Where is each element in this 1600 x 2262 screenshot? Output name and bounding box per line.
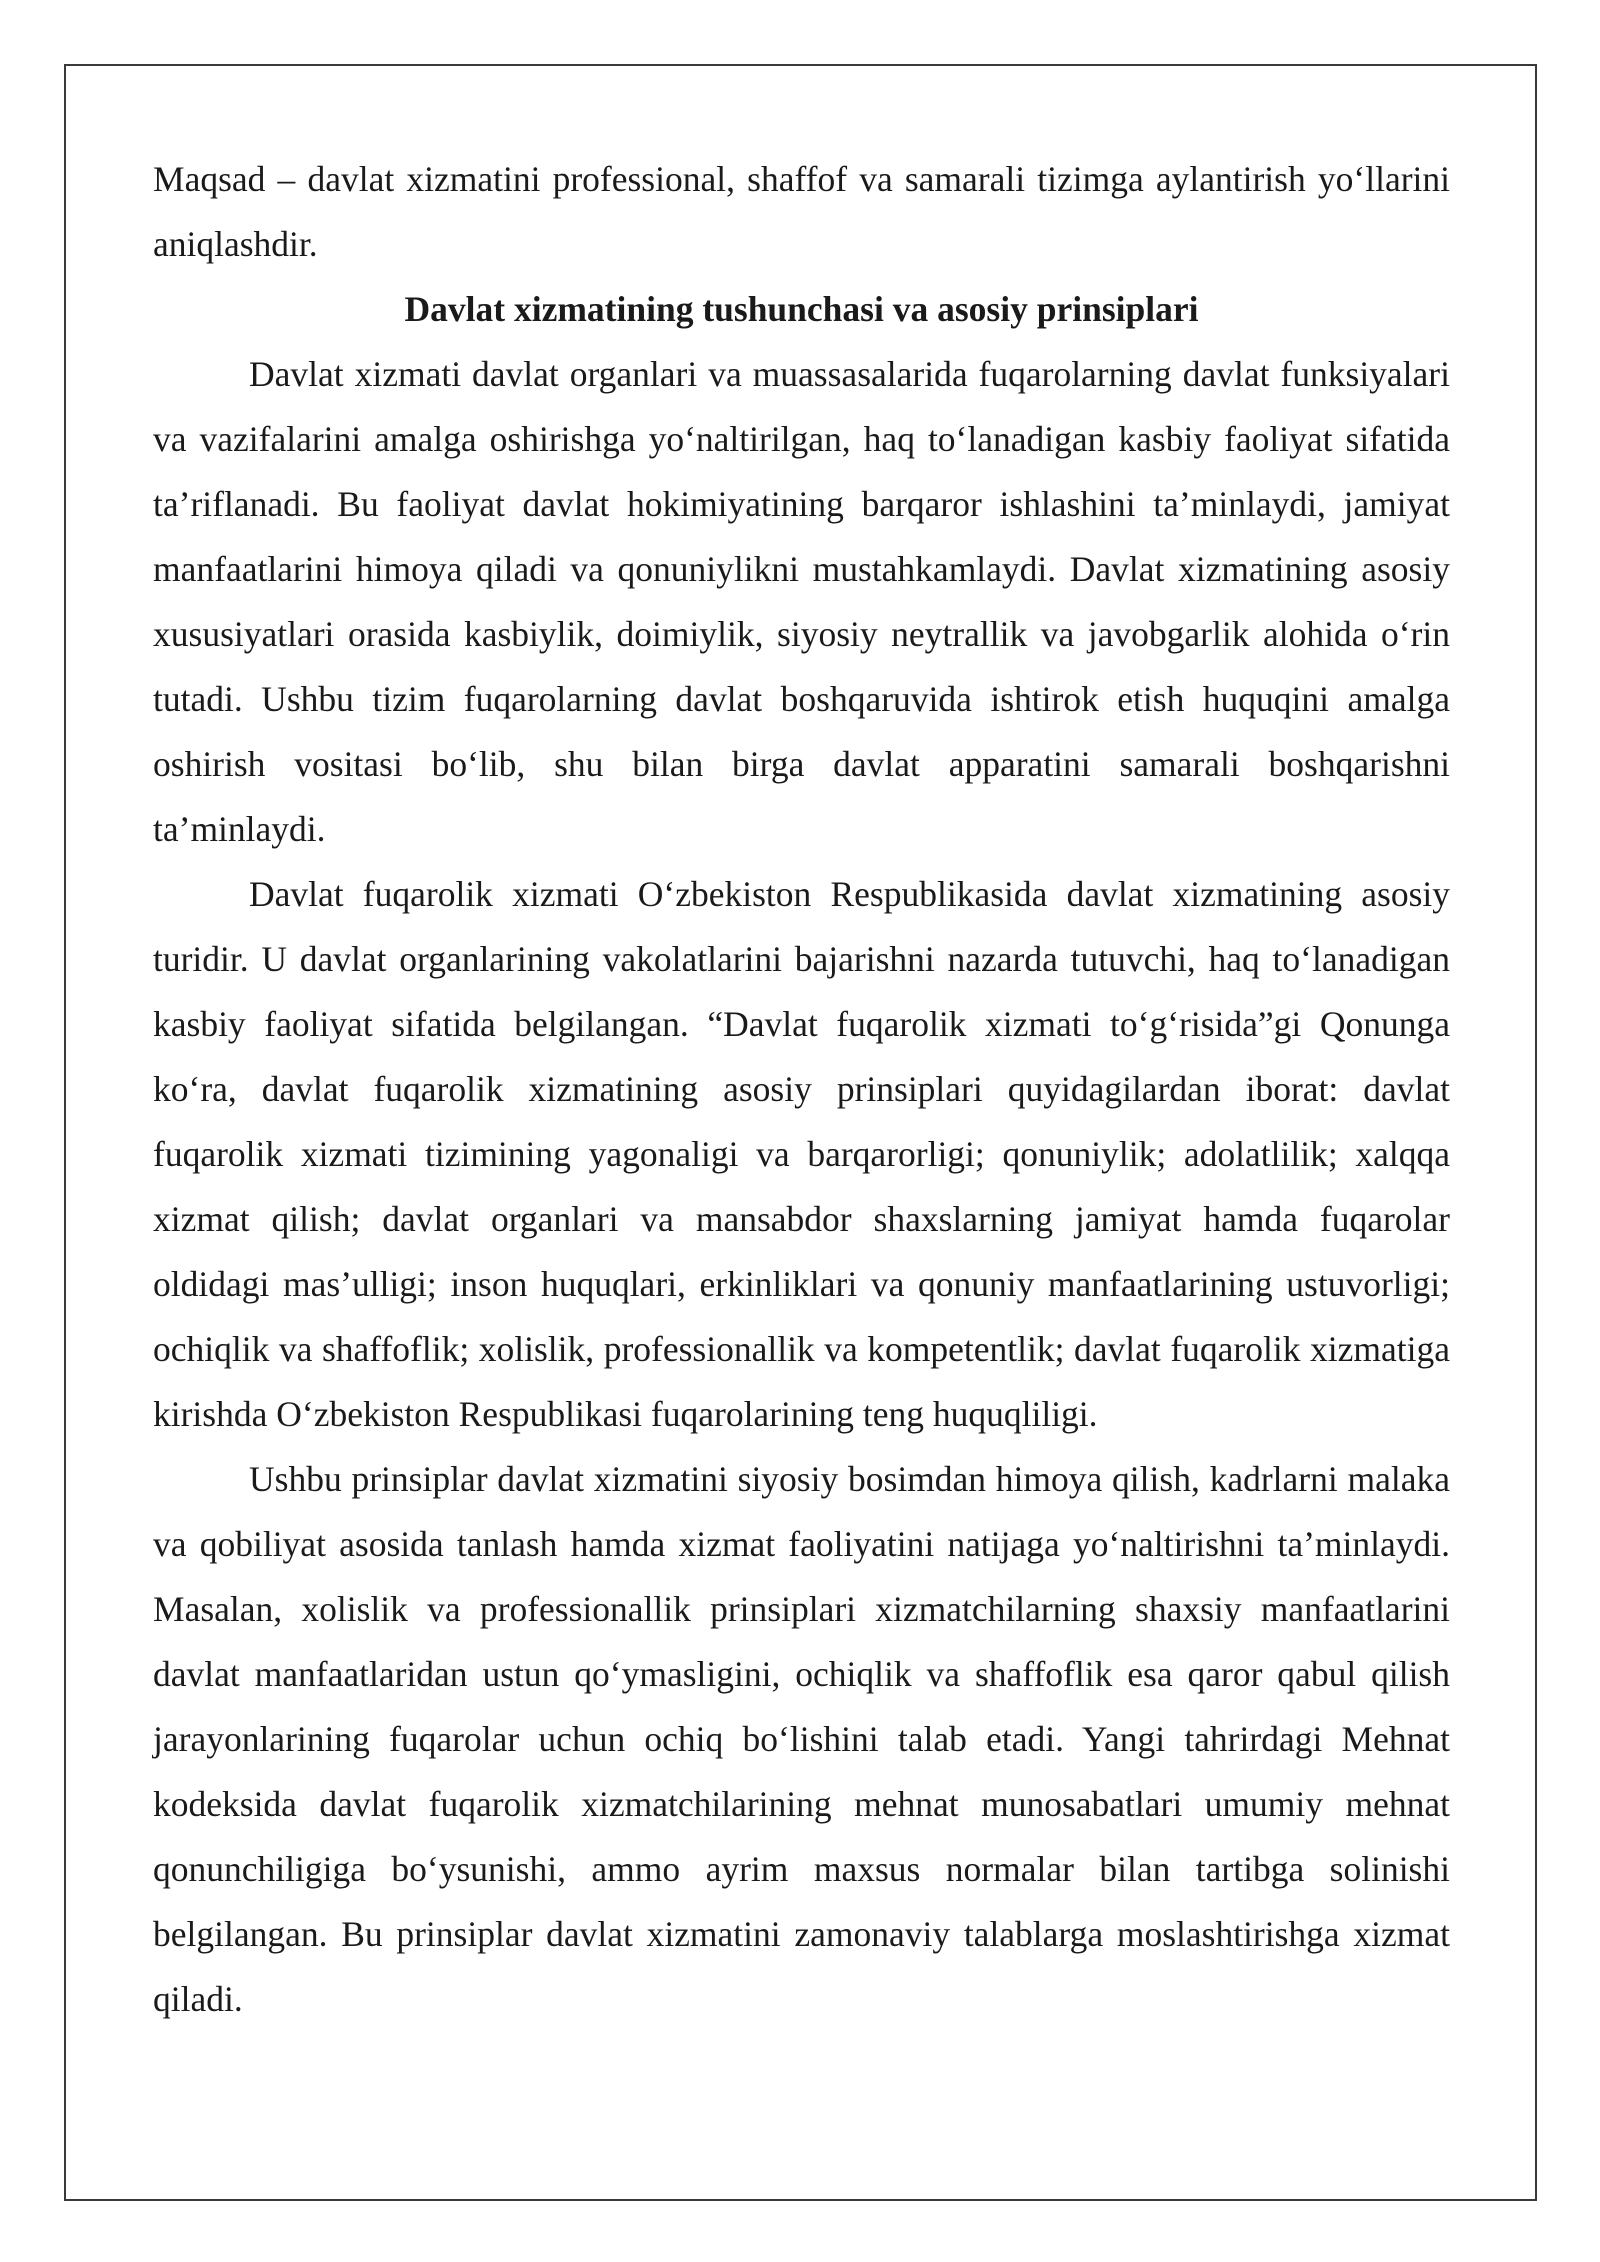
document-body (153, 147, 1450, 2032)
body-paragraph-3: Ushbu prinsiplar davlat xizmatini siyosiy bosimdan himoya qilish, kadrlarni malaka va qobiliyat asosida tanlash hamda xizmat faoliyatini natijaga yoʻnaltirishni ta’minlaydi. Masalan, xolislik va professionallik prinsiplari xizmatchilarning shaxsiy manfaatlarini davlat manfaatlaridan ustun qoʻymasligini, ochiqlik va shaffoflik esa qaror qabul qilish jarayonlarining fuqarolar uchun ochiq boʻlishini talab etadi. Yangi tahrirdagi Mehnat kodeksida davlat fuqarolik xizmatchilarining mehnat munosabatlari umumiy mehnat qonunchiligiga boʻysunishi, ammo ayrim maxsus normalar bilan tartibga solinishi belgilangan. Bu prinsiplar davlat xizmatini zamonaviy talablarga moslashtirishga xizmat qiladi. (153, 1459, 1450, 2019)
body-paragraph-2: Davlat fuqarolik xizmati Oʻzbekiston Respublikasida davlat xizmatining asosiy turidir. U davlat organlarining vakolatlarini bajarishni nazarda tutuvchi, haq toʻlanadigan kasbiy faoliyat sifatida belgilangan. “Davlat fuqarolik xizmati toʻgʻrisida”gi Qonunga koʻra, davlat fuqarolik xizmatining asosiy prinsiplari quyidagilardan iborat: davlat fuqarolik xizmati tizimining yagonaligi va barqarorligi; qonuniylik; adolatlilik; xalqqa xizmat qilish; davlat organlari va mansabdor shaxslarning jamiyat hamda fuqarolar oldidagi mas’ulligi; inson huquqlari, erkinliklari va qonuniy manfaatlarining ustuvorligi; ochiqlik va shaffoflik; xolislik, professionallik va kompetentlik; davlat fuqarolik xizmatiga kirishda Oʻzbekiston Respublikasi fuqarolarining teng huquqliligi. (153, 874, 1450, 1434)
body-paragraph-1: Davlat xizmati davlat organlari va muassasalarida fuqarolarning davlat funksiyalari va vazifalarini amalga oshirishga yoʻnaltirilgan, haq toʻlanadigan kasbiy faoliyat sifatida ta’riflanadi. Bu faoliyat davlat hokimiyatining barqaror ishlashini ta’minlaydi, jamiyat manfaatlarini himoya qiladi va qonuniylikni mustahkamlaydi. Davlat xizmatining asosiy xususiyatlari orasida kasbiylik, doimiylik, siyosiy neytrallik va javobgarlik alohida oʻrin tutadi. Ushbu tizim fuqarolarning davlat boshqaruvida ishtirok etish huquqini amalga oshirish vositasi boʻlib, shu bilan birga davlat apparatini samarali boshqarishni ta’minlaydi. (153, 354, 1450, 849)
section-heading: Davlat xizmatining tushunchasi va asosiy prinsiplari (404, 289, 1199, 329)
intro-paragraph: Maqsad – davlat xizmatini professional, shaffof va samarali tizimga aylantirish yoʻllarini aniqlashdir. (153, 159, 1450, 264)
